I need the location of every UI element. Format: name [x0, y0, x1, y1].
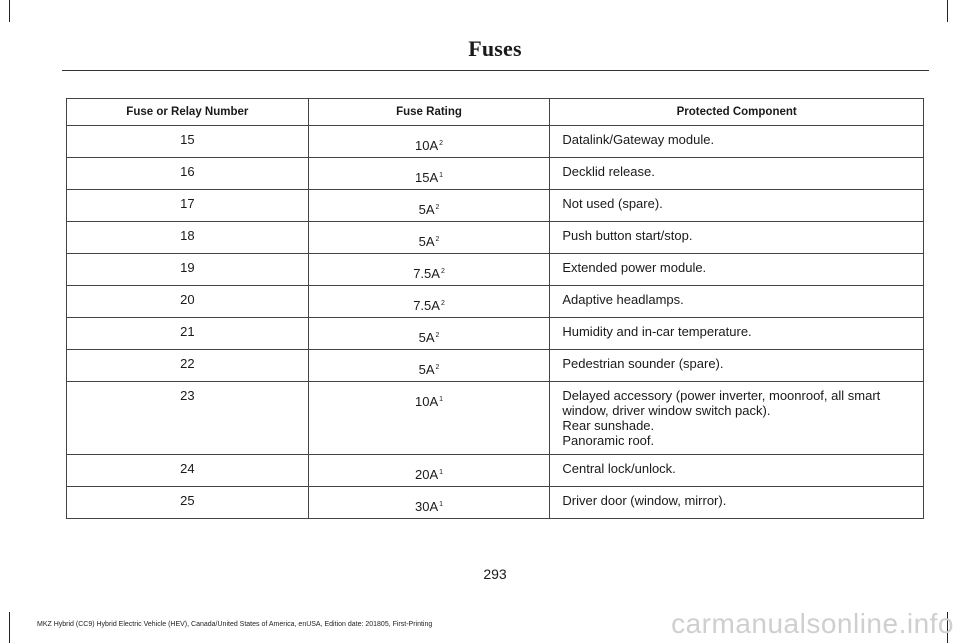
fuse-rating-cell — [308, 254, 550, 286]
fuse-rating-value: 5A — [418, 234, 435, 249]
fuse-number-cell: 22 — [67, 350, 309, 382]
protected-component-cell — [550, 487, 924, 519]
protected-component-text: Datalink/Gateway module. — [562, 132, 715, 147]
fuse-rating-value: 5A — [418, 330, 435, 345]
protected-component-text: Extended power module. — [562, 260, 707, 275]
fuse-number-cell: 19 — [67, 254, 309, 286]
column-header-fuse-rating: Fuse Rating — [308, 99, 550, 126]
protected-component-cell — [550, 254, 924, 286]
protected-component-cell — [550, 222, 924, 254]
crop-mark — [947, 0, 948, 22]
footnote-marker: 2 — [440, 267, 445, 275]
fuse-rating-value: 30A — [415, 499, 439, 514]
table-row — [67, 487, 924, 519]
fuse-rating-cell — [308, 190, 550, 222]
fuse-rating-value: 5A — [418, 202, 435, 217]
fuse-table-body — [67, 126, 924, 519]
protected-component-cell — [550, 286, 924, 318]
protected-component-text: Adaptive headlamps. — [562, 292, 684, 307]
table-row — [67, 254, 924, 286]
fuse-number-cell: 25 — [67, 487, 309, 519]
table-header-row — [67, 99, 924, 126]
footnote-marker: 2 — [435, 363, 440, 371]
protected-component-cell — [550, 350, 924, 382]
fuse-number-cell: 15 — [67, 126, 309, 158]
footnote-marker: 1 — [439, 500, 444, 508]
column-header-protected-component: Protected Component — [550, 99, 924, 126]
table-row — [67, 126, 924, 158]
footnote-marker: 1 — [439, 468, 444, 476]
protected-component-cell — [550, 455, 924, 487]
protected-component-cell — [550, 382, 924, 455]
protected-component-text: Decklid release. — [562, 164, 655, 179]
footer-edition-text: MKZ Hybrid (CC9) Hybrid Electric Vehicle (HEV), Canada/United States of America, enUSA, Edition date: 201805, First-Printing — [37, 621, 433, 628]
protected-component-text: Pedestrian sounder (spare). — [562, 356, 724, 371]
table-row — [67, 350, 924, 382]
table-row — [67, 158, 924, 190]
fuse-rating-value: 15A — [415, 170, 439, 185]
fuse-rating-cell — [308, 455, 550, 487]
footnote-marker: 2 — [435, 331, 440, 339]
footnote-marker: 2 — [435, 235, 440, 243]
fuse-number-cell: 18 — [67, 222, 309, 254]
fuse-number-cell: 16 — [67, 158, 309, 190]
protected-component-text: Driver door (window, mirror). — [562, 493, 727, 508]
table-row — [67, 286, 924, 318]
protected-component-text: Push button start/stop. — [562, 228, 693, 243]
fuse-rating-cell — [308, 126, 550, 158]
fuse-number-cell: 20 — [67, 286, 309, 318]
footnote-marker: 2 — [435, 203, 440, 211]
column-header-fuse-number: Fuse or Relay Number — [67, 99, 309, 126]
protected-component-text: Panoramic roof. — [562, 433, 655, 448]
fuse-rating-cell — [308, 487, 550, 519]
fuse-rating-cell — [308, 382, 550, 455]
protected-component-text: Humidity and in-car temperature. — [562, 324, 752, 339]
fuse-rating-cell — [308, 222, 550, 254]
footnote-marker: 2 — [439, 139, 444, 147]
page-title: Fuses — [468, 36, 522, 61]
fuse-rating-value: 20A — [415, 467, 439, 482]
footnote-marker: 1 — [439, 395, 444, 403]
protected-component-cell — [550, 158, 924, 190]
protected-component-cell — [550, 126, 924, 158]
page-number: 293 — [483, 566, 507, 582]
fuse-number-cell: 21 — [67, 318, 309, 350]
crop-mark — [9, 612, 10, 643]
protected-component-text: Delayed accessory (power inverter, moonroof, all smart window, driver window switch pack). — [562, 388, 881, 418]
table-row — [67, 222, 924, 254]
watermark: carmanualsonline.info — [671, 608, 954, 639]
footnote-marker: 1 — [439, 171, 444, 179]
protected-component-text: Central lock/unlock. — [562, 461, 676, 476]
fuse-number-cell: 17 — [67, 190, 309, 222]
fuse-number-cell: 24 — [67, 455, 309, 487]
table-row — [67, 190, 924, 222]
protected-component-text: Rear sunshade. — [562, 418, 655, 433]
protected-component-cell — [550, 318, 924, 350]
fuse-rating-value: 10A — [415, 138, 439, 153]
fuse-rating-cell — [308, 158, 550, 190]
fuse-rating-value: 5A — [418, 362, 435, 377]
footnote-marker: 2 — [440, 299, 445, 307]
fuse-rating-cell — [308, 350, 550, 382]
fuse-rating-cell — [308, 286, 550, 318]
protected-component-cell — [550, 190, 924, 222]
protected-component-text: Not used (spare). — [562, 196, 663, 211]
table-row — [67, 318, 924, 350]
fuse-rating-value: 7.5A — [413, 266, 440, 281]
fuse-rating-value: 7.5A — [413, 298, 440, 313]
fuse-rating-cell — [308, 318, 550, 350]
table-row — [67, 382, 924, 455]
table-row — [67, 455, 924, 487]
title-divider — [62, 70, 929, 71]
fuse-table — [66, 98, 924, 519]
fuse-number-cell: 23 — [67, 382, 309, 455]
crop-mark — [9, 0, 10, 22]
fuse-rating-value: 10A — [415, 394, 439, 409]
